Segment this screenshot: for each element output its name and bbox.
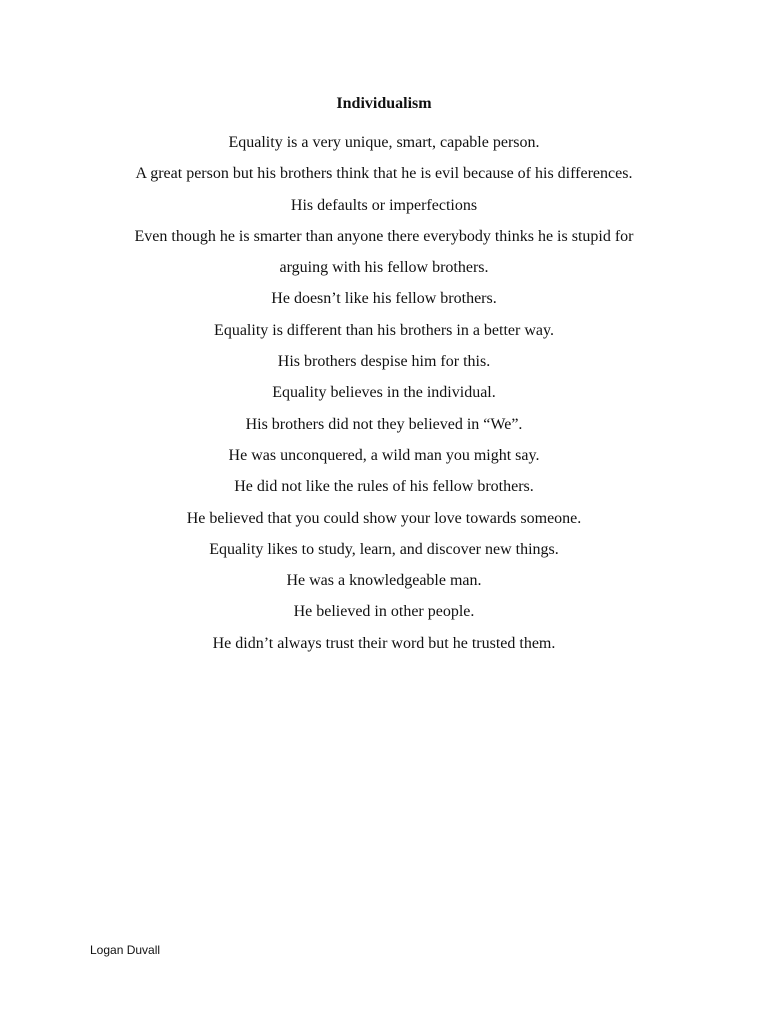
poem-line: His brothers did not they believed in “We”. bbox=[245, 415, 523, 433]
poem-line: His brothers despise him for this. bbox=[277, 353, 491, 371]
poem-line: He doesn’t like his fellow brothers. bbox=[271, 290, 497, 308]
poem-line: He was unconquered, a wild man you might say. bbox=[228, 446, 540, 464]
poem-line: He believed in other people. bbox=[293, 603, 475, 621]
poem-line: His defaults or imperfections bbox=[290, 196, 478, 214]
poem-line: He did not like the rules of his fellow brothers. bbox=[234, 478, 534, 496]
poem-line: Equality is different than his brothers in a better way. bbox=[214, 321, 554, 339]
poem-line: He was a knowledgeable man. bbox=[286, 572, 482, 590]
poem-line: A great person but his brothers think that he is evil because of his differences. bbox=[135, 165, 633, 183]
poem-body bbox=[84, 132, 684, 664]
poem-line: Equality is a very unique, smart, capable person. bbox=[228, 134, 540, 151]
poem-line: Equality likes to study, learn, and discover new things. bbox=[209, 540, 559, 558]
document-title: Individualism bbox=[336, 95, 432, 112]
poem-line: Even though he is smarter than anyone there everybody thinks he is stupid for bbox=[134, 227, 634, 245]
poem-line: He believed that you could show your love towards someone. bbox=[186, 509, 582, 527]
poem-line: Equality believes in the individual. bbox=[272, 384, 496, 402]
footer-author: Logan Duvall bbox=[90, 943, 161, 957]
poem-line: He didn’t always trust their word but he trusted them. bbox=[212, 634, 556, 652]
poem-line: arguing with his fellow brothers. bbox=[279, 259, 489, 277]
